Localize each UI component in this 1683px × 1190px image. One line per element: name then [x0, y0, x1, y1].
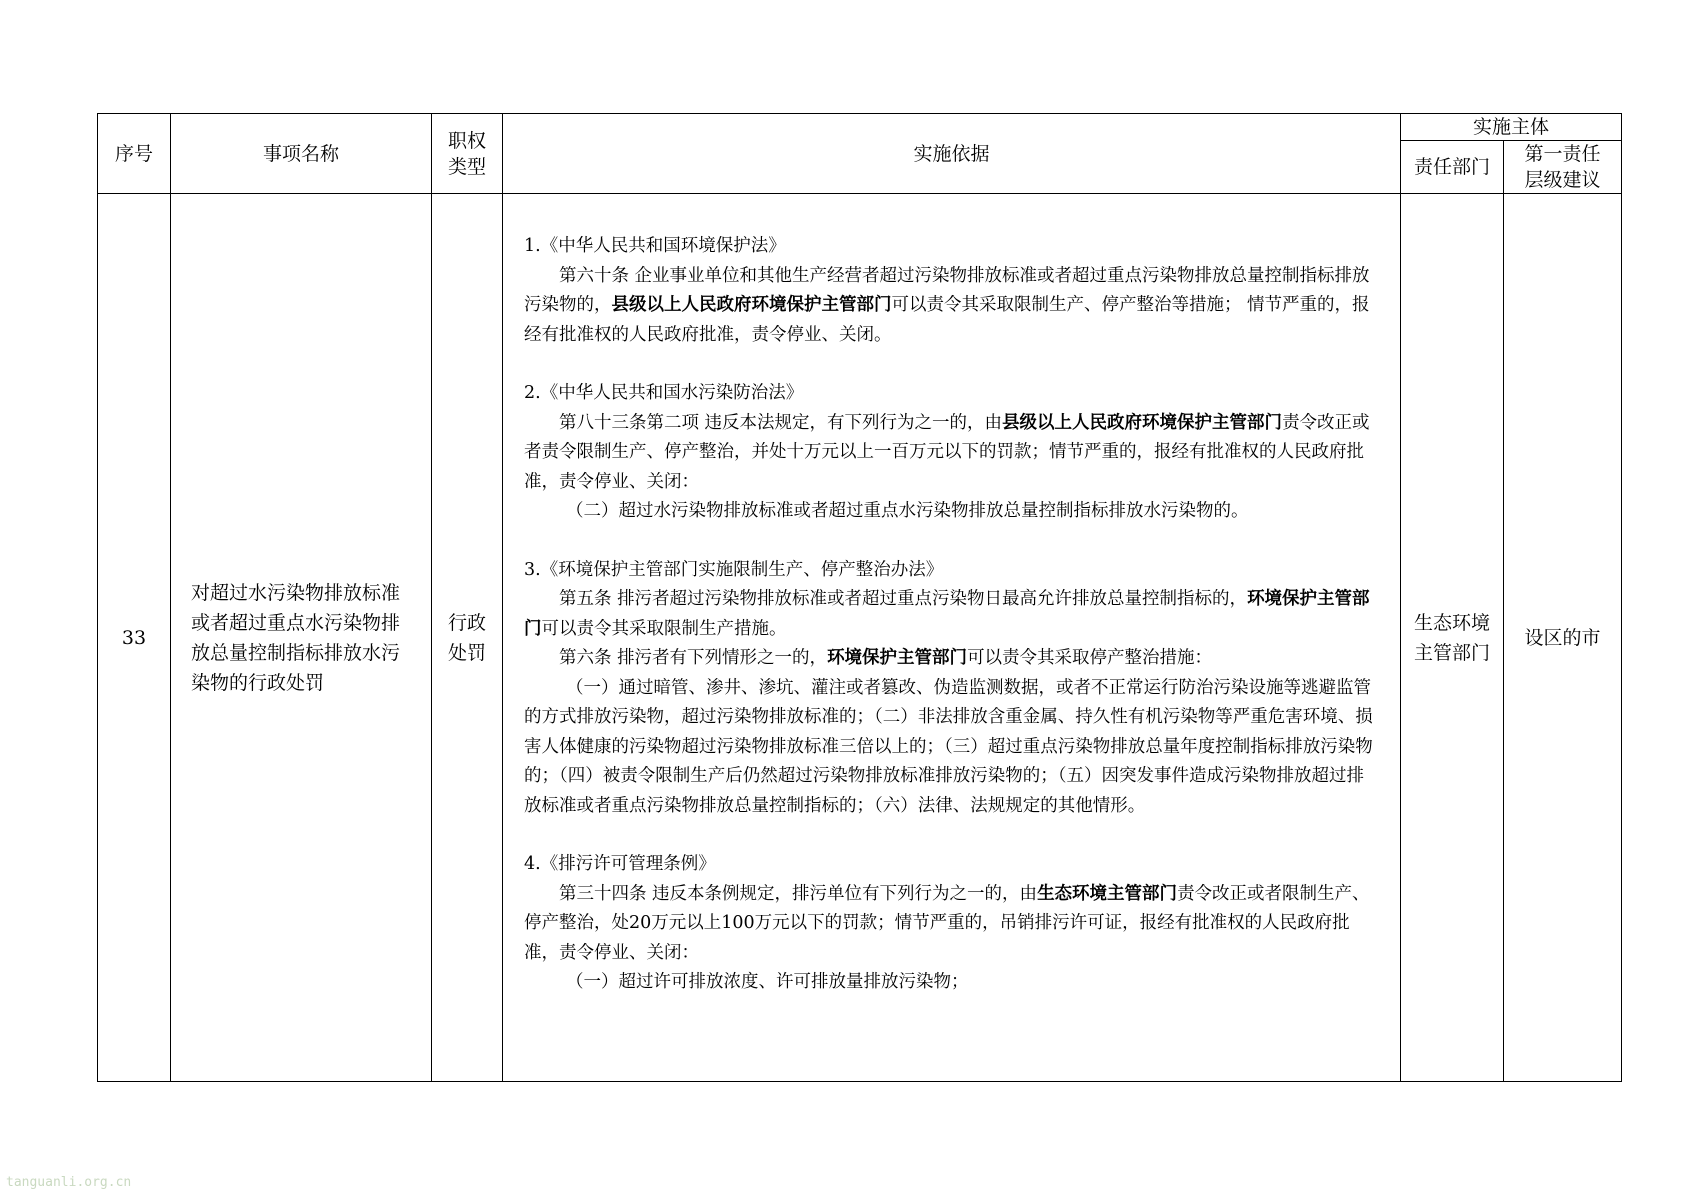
authority-highlight: 县级以上人民政府环境保护主管部门: [1002, 412, 1283, 433]
clause-text: 责令改正或者限制生产、停产整治，处20万元以上100万元以下的罚款；情节严重的，吊销排污许可证，报经有批准权的人民政府批准，责令停业、关闭：: [524, 883, 1370, 963]
law-clause: [524, 644, 1378, 674]
clause-text: 可以责令其采取限制生产措施。: [541, 618, 787, 639]
authority-highlight: 环境保护主管部门: [524, 589, 1370, 639]
table-row: [98, 194, 1622, 1082]
row-basis: [503, 194, 1401, 1082]
clause-text: （一）通过暗管、渗井、渗坑、灌注或者篡改、伪造监测数据，或者不正常运行防治污染设施等逃避监管的方式排放污染物，超过污染物排放标准的；（二）非法排放含重金属、持久性有机污染物等严重危害环境、损害人体健康的污染物超过污染物排放标准三倍以上的；（三）超过重点污染物排放总量年度控制指标排放污染物的；（四）被责令限制生产后仍然超过污染物排放标准排放污染物的；（五）因突发事件造成污染物排放超过排放标准或者重点污染物排放总量控制指标的；（六）法律、法规规定的其他情形。: [524, 677, 1373, 816]
law-block: [524, 379, 1378, 527]
authority-highlight: 县级以上人民政府环境保护主管部门: [611, 295, 892, 315]
col-header-item-name: 事项名称: [171, 114, 432, 194]
clause-text: （一）超过许可排放浓度、许可排放量排放污染物；: [566, 972, 969, 992]
law-block: [524, 850, 1378, 998]
clause-text: 可以责令其采取停产整治措施：: [967, 648, 1213, 668]
col-header-seq: 序号: [98, 114, 171, 194]
law-clause: [524, 880, 1378, 969]
col-header-power-type: 职权类型: [432, 114, 503, 194]
col-header-level: 第一责任层级建议: [1504, 141, 1622, 194]
clause-text: 第三十四条 违反本条例规定，排污单位有下列行为之一的，由: [559, 883, 1038, 904]
clause-text: 责令改正或者责令限制生产、停产整治，并处十万元以上一百万元以下的罚款；情节严重的，报经有批准权的人民政府批准，责令停业、关闭：: [524, 412, 1370, 492]
law-clause: [524, 409, 1378, 498]
row-item-name: 对超过水污染物排放标准或者超过重点水污染物排放总量控制指标排放水污染物的行政处罚: [171, 194, 432, 1082]
law-title: 4.《排污许可管理条例》: [524, 854, 716, 874]
authority-highlight: 环境保护主管部门: [827, 648, 968, 668]
watermark: tanguanli.org.cn: [6, 1175, 132, 1190]
law-clause: [524, 674, 1378, 822]
law-clause: [524, 262, 1378, 351]
clause-text: 第六十条 企业事业单位和其他生产经营者超过污染物排放标准或者超过重点污染物排放总量控制指标排放污染物的，: [524, 265, 1370, 315]
row-level: 设区的市: [1504, 194, 1622, 1082]
col-header-dept: 责任部门: [1401, 141, 1504, 194]
clause-text: 第六条 排污者有下列情形之一的，: [559, 648, 828, 668]
clause-text: 可以责令其采取限制生产、停产整治等措施； 情节严重的，报经有批准权的人民政府批准，责令停业、关闭。: [524, 295, 1370, 345]
row-dept: 生态环境主管部门: [1401, 194, 1504, 1082]
header-row-1: [98, 114, 1622, 141]
row-seq: 33: [98, 194, 171, 1082]
col-header-subject: 实施主体: [1401, 114, 1622, 141]
law-list: [524, 232, 1378, 998]
law-title: 1.《中华人民共和国环境保护法》: [524, 236, 786, 256]
law-clause: [524, 497, 1378, 527]
row-power-type: 行政处罚: [432, 194, 503, 1082]
law-title: 3.《环境保护主管部门实施限制生产、停产整治办法》: [524, 559, 944, 580]
law-title: 2.《中华人民共和国水污染防治法》: [524, 383, 804, 403]
col-header-basis: 实施依据: [503, 114, 1401, 194]
law-block: [524, 556, 1378, 822]
clause-text: 第五条 排污者超过污染物排放标准或者超过重点污染物日最高允许排放总量控制指标的，: [559, 589, 1248, 609]
clause-text: （二）超过水污染物排放标准或者超过重点水污染物排放总量控制指标排放水污染物的。: [566, 501, 1249, 521]
law-clause: [524, 585, 1378, 644]
law-block: [524, 232, 1378, 350]
enforcement-table: [97, 113, 1622, 1082]
law-clause: [524, 968, 1378, 998]
clause-text: 第八十三条第二项 违反本法规定，有下列行为之一的，由: [559, 412, 1003, 433]
authority-highlight: 生态环境主管部门: [1037, 883, 1178, 904]
